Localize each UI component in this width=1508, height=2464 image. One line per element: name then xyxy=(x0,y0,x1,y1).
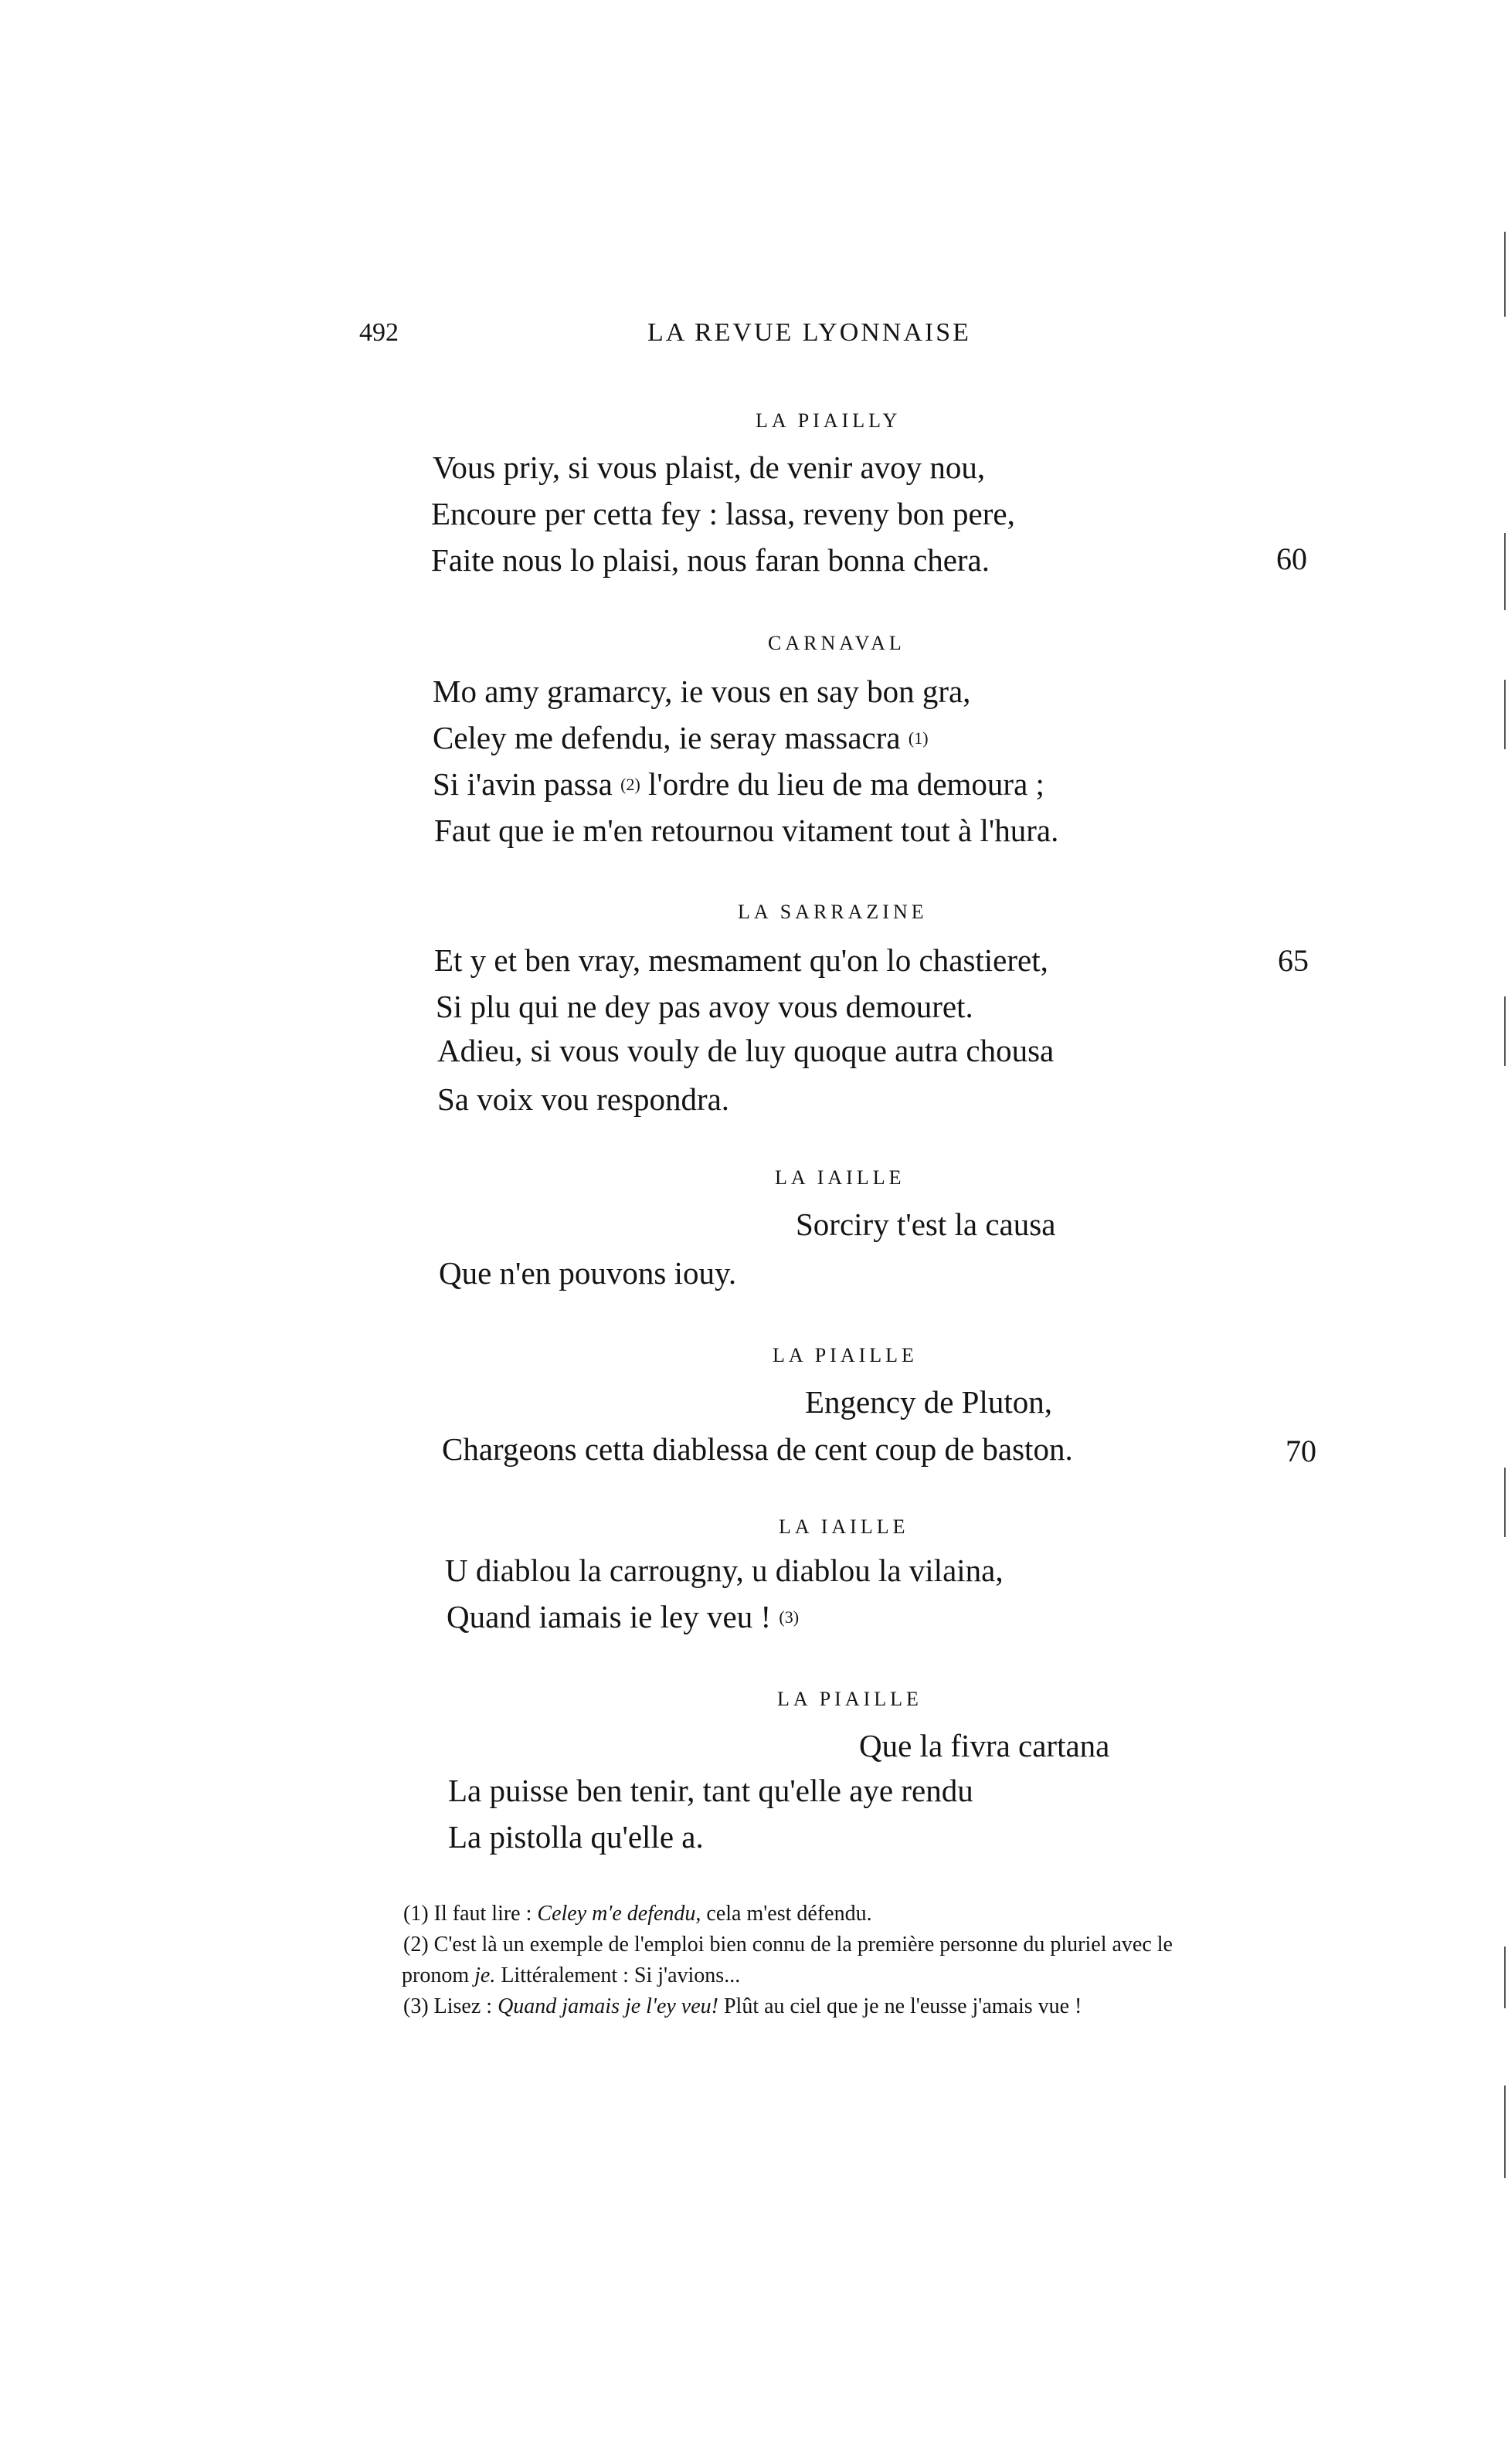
footnote-2 xyxy=(403,1934,1173,1956)
running-title: LA REVUE LYONNAISE xyxy=(647,318,971,347)
verse-text: Celey me defendu, ie seray massacra xyxy=(433,720,901,755)
page-number: 492 xyxy=(359,318,399,347)
footnote-text: cela m'est défendu. xyxy=(706,1902,872,1926)
verse-line: Chargeons cetta diablessa de cent coup de baston. xyxy=(442,1431,1073,1467)
footnote-text: pronom xyxy=(402,1963,470,1987)
verse-line: Sorciry t'est la causa xyxy=(796,1207,1056,1242)
footnote-ref: (2) xyxy=(620,775,640,794)
verse-text: Quand iamais ie ley veu ! xyxy=(447,1599,772,1634)
line-number: 60 xyxy=(1276,541,1307,576)
speaker-label: CARNAVAL xyxy=(768,632,905,654)
verse-line: La puisse ben tenir, tant qu'elle aye rendu xyxy=(448,1773,973,1808)
verse-line: Encoure per cetta fey : lassa, reveny bon pere, xyxy=(431,496,1015,531)
verse-text: l'ordre du lieu de ma demoura ; xyxy=(648,766,1044,802)
verse-line: Vous priy, si vous plaist, de venir avoy nou, xyxy=(433,450,986,485)
verse-line: Mo amy gramarcy, ie vous en say bon gra, xyxy=(433,674,971,709)
footnote-quote: Quand jamais je l'ey veu! xyxy=(498,1994,718,2018)
scan-edge-mark xyxy=(1504,1468,1506,1537)
line-number: 70 xyxy=(1286,1434,1316,1468)
verse-line: Si plu qui ne dey pas avoy vous demouret. xyxy=(436,989,973,1024)
verse-line xyxy=(433,766,1044,802)
scan-edge-mark xyxy=(1504,1946,1506,2008)
footnote-ref: (1) xyxy=(908,728,929,748)
speaker-label: LA PIAILLE xyxy=(773,1344,918,1366)
footnote-mark: (3) xyxy=(403,1994,429,2018)
scan-edge-mark xyxy=(1504,2086,1506,2178)
footnote-text: Littéralement : Si j'avions... xyxy=(501,1963,741,1987)
speaker-label: LA IAILLE xyxy=(775,1166,905,1189)
footnote-ref: (3) xyxy=(779,1607,800,1627)
verse-line xyxy=(433,722,929,754)
verse-line: Faut que ie m'en retournou vitament tout à l'hura. xyxy=(434,813,1059,848)
footnote-1 xyxy=(403,1903,872,1925)
scan-edge-mark xyxy=(1504,232,1506,317)
footnote-mark: (1) xyxy=(403,1902,429,1926)
footnote-text: Plût au ciel que je ne l'eusse j'amais vue ! xyxy=(723,1994,1082,2018)
footnote-mark: (2) xyxy=(403,1933,429,1957)
footnote-3 xyxy=(403,1996,1082,2018)
line-number: 65 xyxy=(1278,943,1309,978)
verse-line xyxy=(447,1601,799,1633)
verse-line: Et y et ben vray, mesmament qu'on lo chastieret, xyxy=(434,942,1048,978)
scan-edge-mark xyxy=(1504,533,1506,610)
verse-line: Faite nous lo plaisi, nous faran bonna chera. xyxy=(431,542,990,578)
verse-text: Si i'avin passa xyxy=(433,766,613,802)
footnote-quote: je. xyxy=(474,1963,496,1987)
footnote-quote: Celey m'e defendu, xyxy=(537,1902,701,1926)
scan-edge-mark xyxy=(1504,680,1506,749)
footnote-text: Lisez : xyxy=(433,1994,493,2018)
speaker-label: LA IAILLE xyxy=(779,1515,909,1538)
scan-edge-mark xyxy=(1504,996,1506,1066)
footnote-text: C'est là un exemple de l'emploi bien connu de la première personne du pluriel avec le xyxy=(433,1933,1173,1957)
verse-line: Que la fivra cartana xyxy=(859,1728,1110,1763)
speaker-label: LA PIAILLY xyxy=(756,409,902,432)
speaker-label: LA PIAILLE xyxy=(777,1688,922,1710)
verse-line: Adieu, si vous vouly de luy quoque autra chousa xyxy=(437,1033,1055,1068)
verse-line: Que n'en pouvons iouy. xyxy=(439,1255,737,1291)
verse-line: Engency de Pluton, xyxy=(805,1384,1052,1420)
footnote-text: Il faut lire : xyxy=(433,1902,532,1926)
verse-line: La pistolla qu'elle a. xyxy=(448,1819,704,1855)
speaker-label: LA SARRAZINE xyxy=(738,901,928,923)
verse-line: U diablou la carrougny, u diablou la vilaina, xyxy=(445,1553,1004,1588)
footnote-2-continuation xyxy=(402,1965,740,1987)
verse-line: Sa voix vou respondra. xyxy=(437,1081,730,1117)
